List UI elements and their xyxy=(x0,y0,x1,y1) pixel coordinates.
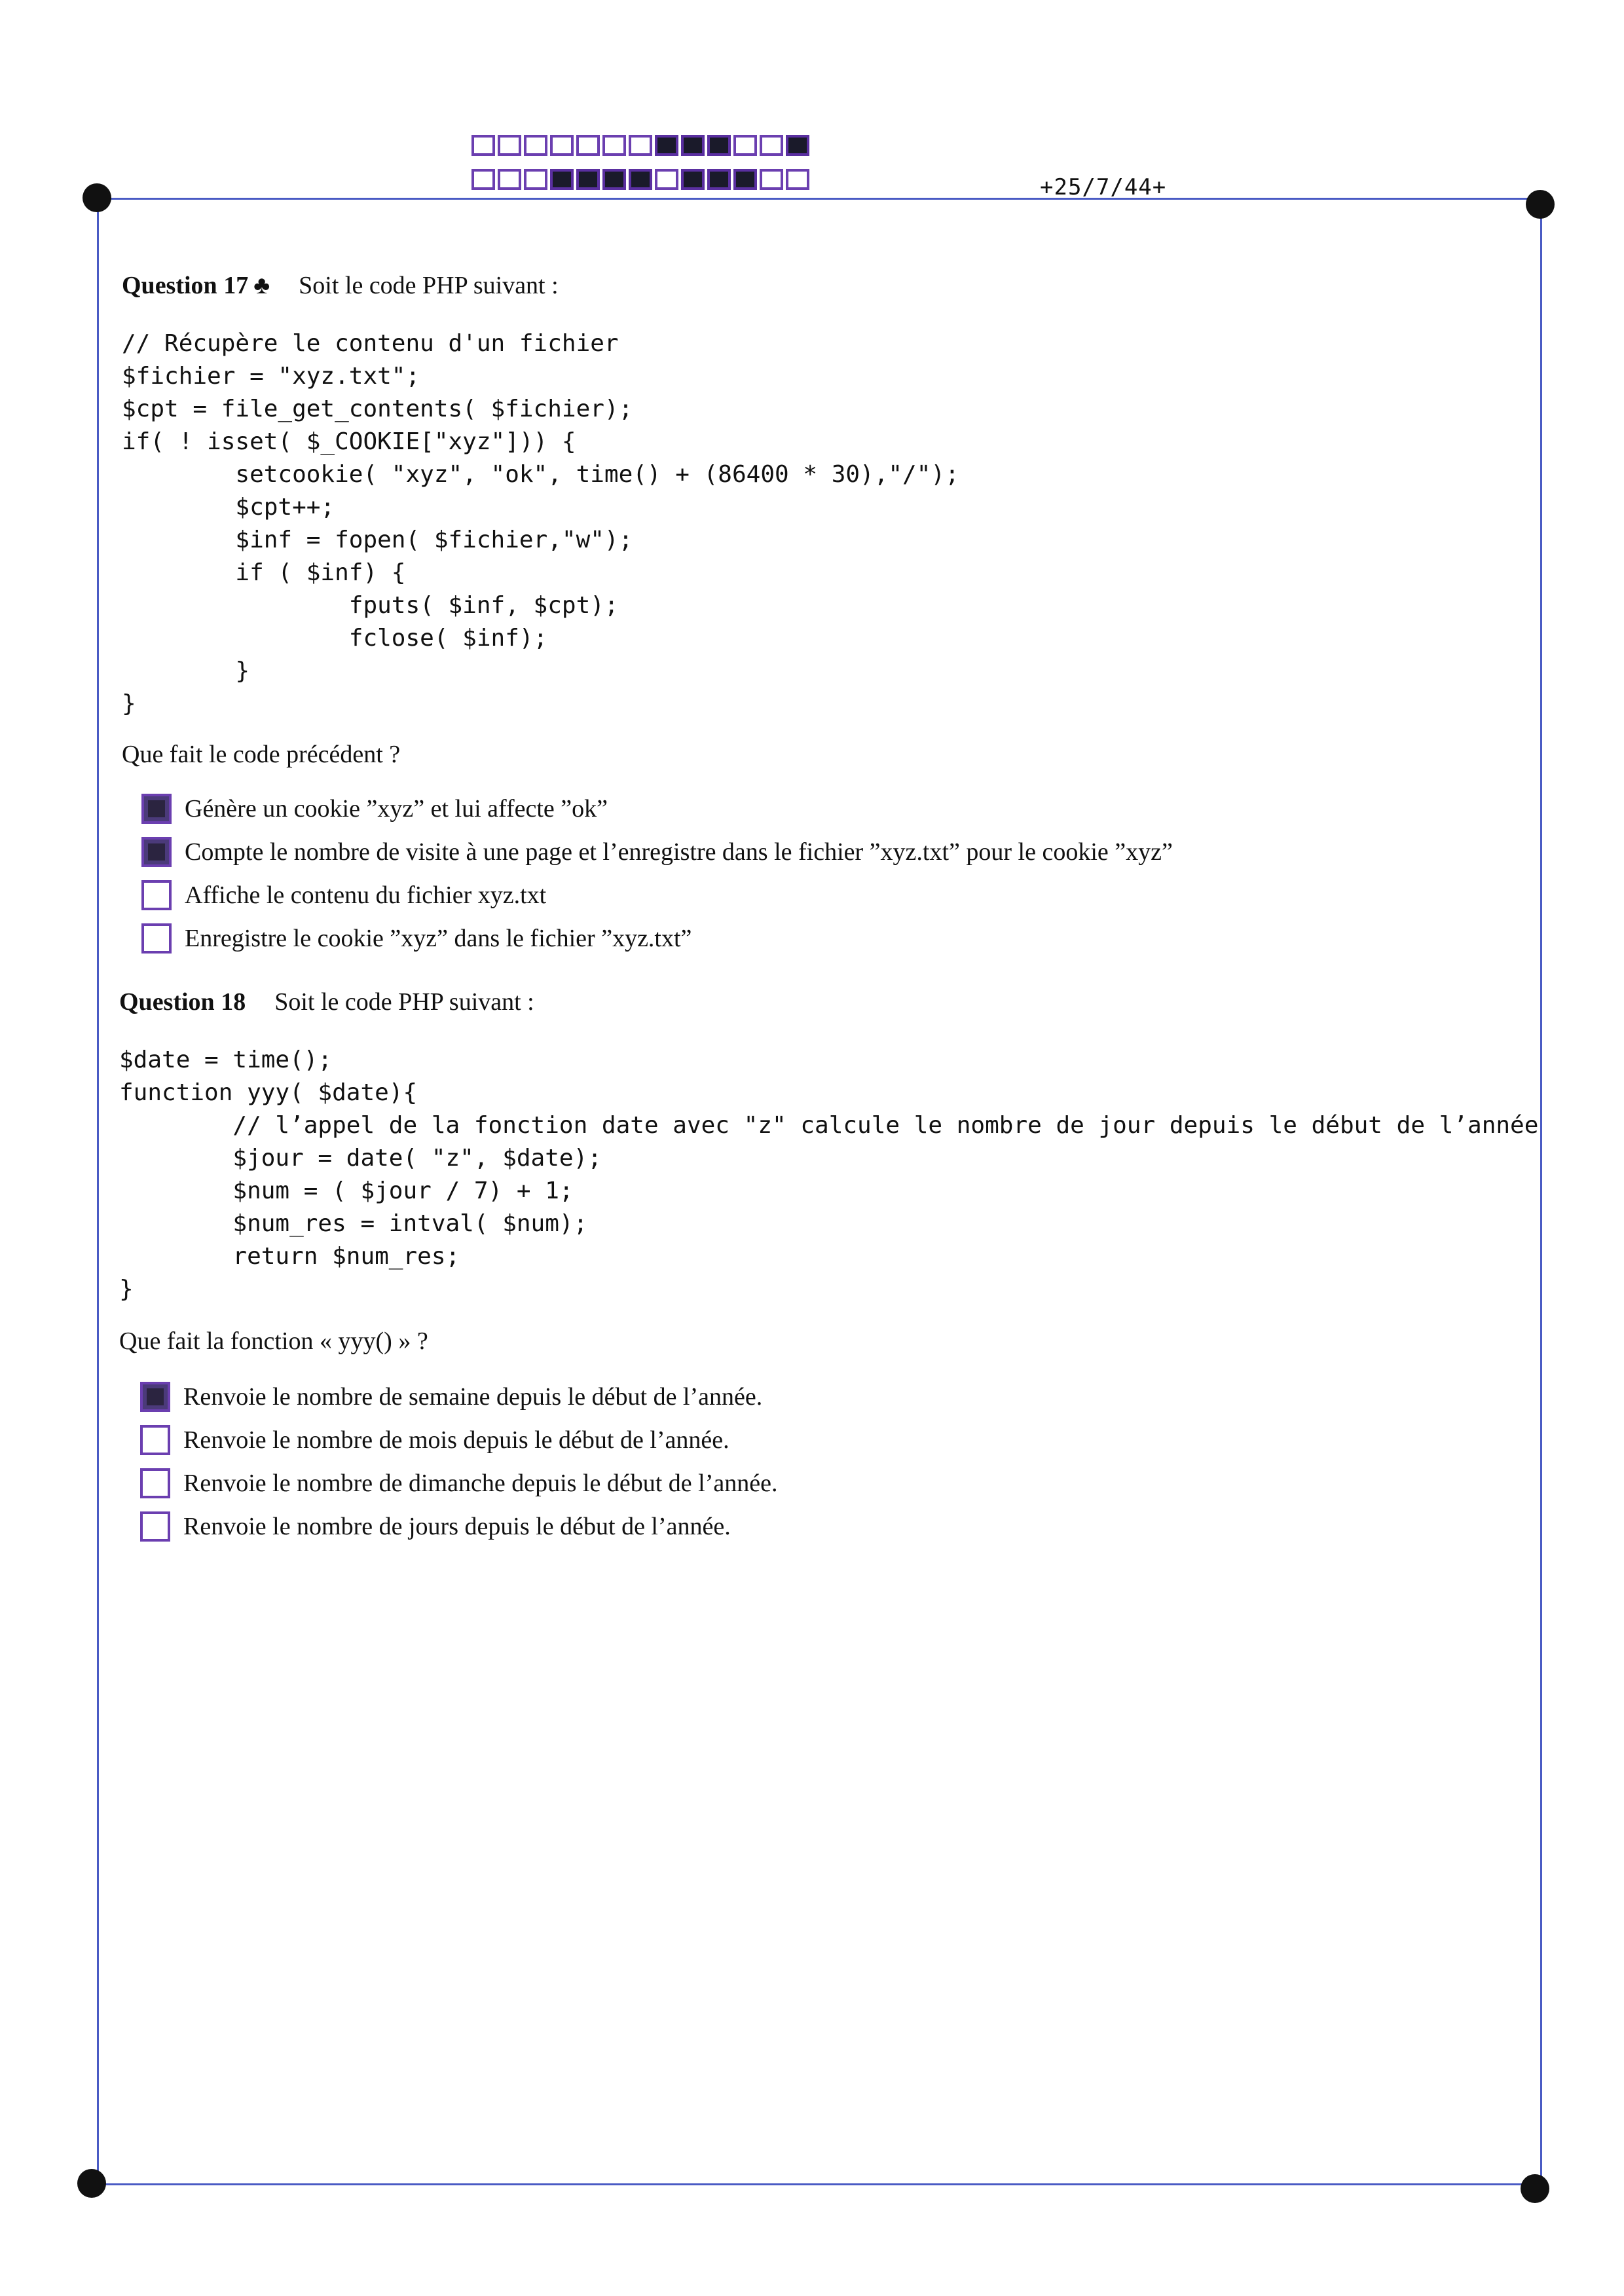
answer-checkbox[interactable] xyxy=(140,1425,170,1455)
question-17-number: Question 17 xyxy=(122,272,249,299)
question-18-prompt: Que fait la fonction « yyy() » ? xyxy=(119,1327,428,1355)
question-18-title xyxy=(119,988,534,1016)
answer-checkbox[interactable] xyxy=(141,794,172,824)
id-box xyxy=(498,169,521,190)
club-icon: ♣ xyxy=(253,272,270,299)
answer-label: Enregistre le cookie ”xyz” dans le fichier ”xyz.txt” xyxy=(185,925,692,952)
corner-mark-top-left xyxy=(83,183,111,212)
id-box xyxy=(602,169,626,190)
answer-label: Renvoie le nombre de dimanche depuis le début de l’année. xyxy=(183,1470,778,1497)
question-17-answer-3[interactable] xyxy=(141,880,546,910)
id-box xyxy=(602,135,626,156)
id-box xyxy=(707,169,731,190)
question-17-answer-1[interactable] xyxy=(141,794,608,824)
answer-checkbox[interactable] xyxy=(141,837,172,867)
frame-left-line xyxy=(97,198,99,2186)
corner-mark-bottom-left xyxy=(77,2169,106,2198)
question-18-answer-2[interactable] xyxy=(140,1425,729,1455)
id-box xyxy=(550,135,574,156)
id-box xyxy=(576,169,600,190)
question-17-code: // Récupère le contenu d'un fichier $fichier = "xyz.txt"; $cpt = file_get_contents( $fichier); if( ! isset( $_COOKIE["xyz"])) { setcookie( "xyz", "ok", time() + (86400 * 30),"/"); $cpt++; $inf = fopen( $fichier,"w"); if ( $inf) { fputs( $inf, $cpt); fclose( $inf); } } xyxy=(122,330,959,717)
id-box xyxy=(681,169,705,190)
question-17-intro: Soit le code PHP suivant : xyxy=(299,272,559,299)
id-box xyxy=(733,169,757,190)
answer-label: Affiche le contenu du fichier xyz.txt xyxy=(185,881,547,909)
student-id-boxes-row-1 xyxy=(471,135,812,156)
id-box xyxy=(733,135,757,156)
answer-label: Génère un cookie ”xyz” et lui affecte ”ok” xyxy=(185,795,608,823)
answer-label: Renvoie le nombre de semaine depuis le début de l’année. xyxy=(183,1383,763,1411)
id-box xyxy=(629,135,652,156)
corner-mark-top-right xyxy=(1526,190,1555,219)
question-17-answer-4[interactable] xyxy=(141,923,692,954)
question-18-code: $date = time(); function yyy( $date){ // l’appel de la fonction date avec "z" calcule le nombre de jour depuis le début de l’année $jour = date( "z", $date); $num = ( $jour / 7) + 1; $num_res = intval( $num); return $num_res; } xyxy=(119,1046,1539,1303)
id-box xyxy=(655,135,678,156)
frame-right-line xyxy=(1540,203,1542,2187)
question-18-answer-4[interactable] xyxy=(140,1511,731,1542)
question-17-answer-2[interactable] xyxy=(141,837,1173,867)
frame-top-line xyxy=(97,198,1532,200)
id-box xyxy=(786,169,809,190)
question-18-number: Question 18 xyxy=(119,988,246,1016)
id-box xyxy=(629,169,652,190)
id-box xyxy=(524,169,547,190)
id-box xyxy=(471,169,495,190)
answer-checkbox[interactable] xyxy=(140,1468,170,1498)
answer-checkbox[interactable] xyxy=(141,923,172,954)
answer-checkbox[interactable] xyxy=(140,1511,170,1542)
answer-label: Renvoie le nombre de jours depuis le début de l’année. xyxy=(183,1513,731,1540)
id-box xyxy=(760,169,783,190)
id-box xyxy=(760,135,783,156)
answer-checkbox[interactable] xyxy=(141,880,172,910)
id-box xyxy=(550,169,574,190)
id-box xyxy=(576,135,600,156)
id-box xyxy=(655,169,678,190)
answer-label: Compte le nombre de visite à une page et l’enregistre dans le fichier ”xyz.txt” pour le cookie ”xyz” xyxy=(185,838,1173,866)
answer-label: Renvoie le nombre de mois depuis le début de l’année. xyxy=(183,1426,729,1454)
id-box xyxy=(681,135,705,156)
id-box xyxy=(524,135,547,156)
corner-mark-bottom-right xyxy=(1521,2174,1549,2203)
question-18-answer-1[interactable] xyxy=(140,1382,762,1412)
frame-bottom-line xyxy=(97,2183,1534,2185)
page-code: +25/7/44+ xyxy=(1040,174,1167,200)
question-18-intro: Soit le code PHP suivant : xyxy=(274,988,534,1016)
answer-checkbox[interactable] xyxy=(140,1382,170,1412)
question-17-prompt: Que fait le code précédent ? xyxy=(122,741,401,768)
id-box xyxy=(498,135,521,156)
id-box xyxy=(471,135,495,156)
student-id-boxes-row-2 xyxy=(471,169,812,190)
id-box xyxy=(707,135,731,156)
question-18-answer-3[interactable] xyxy=(140,1468,777,1498)
question-17-title xyxy=(122,271,559,300)
id-box xyxy=(786,135,809,156)
